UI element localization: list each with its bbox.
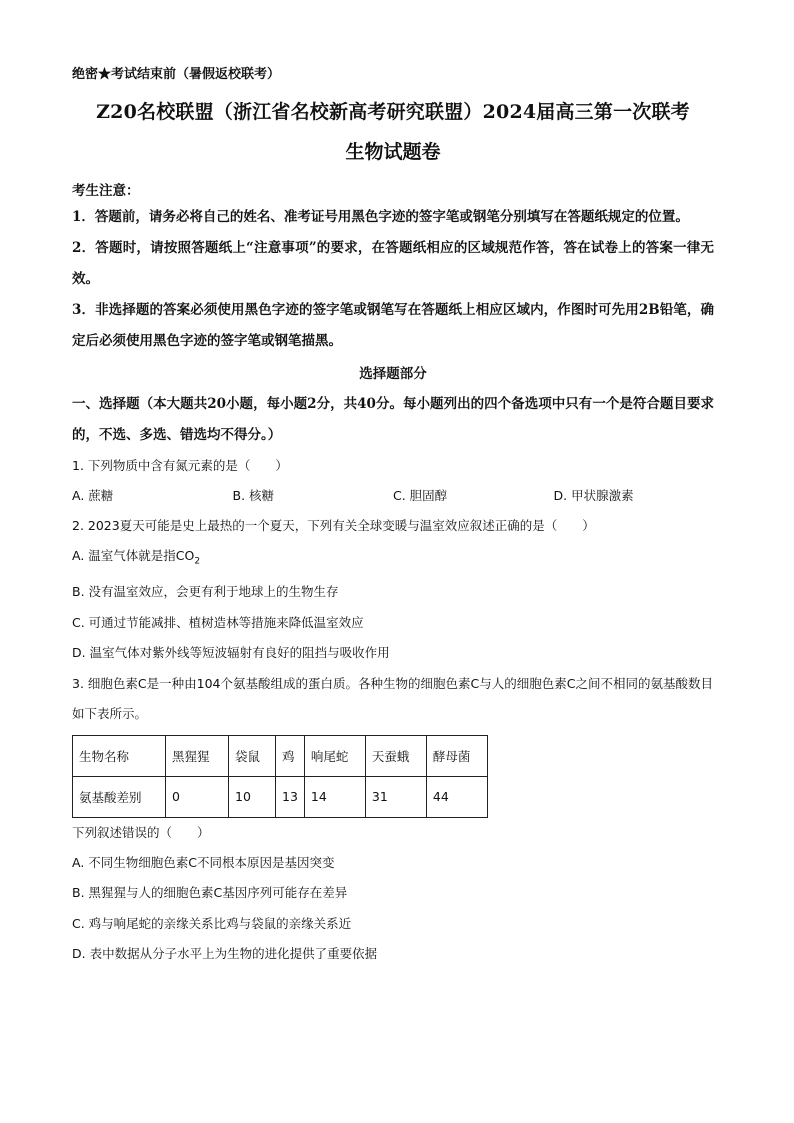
table-header-row — [73, 735, 488, 776]
question-2-option-b: B. 没有温室效应，会更有利于地球上的生物生存 — [72, 584, 339, 599]
exam-title: Z20名校联盟（浙江省名校新高考研究联盟）2024届高三第一次联考 — [96, 101, 690, 123]
table-cell: 氨基酸差别 — [73, 776, 166, 817]
section-title: 选择题部分 — [359, 366, 427, 382]
confidential-label: 绝密★考试结束前（暑假返校联考） — [72, 67, 281, 82]
table-cell: 14 — [304, 776, 365, 817]
question-2-option-c: C. 可通过节能减排、植树造林等措施来降低温室效应 — [72, 614, 364, 630]
table-cell: 44 — [426, 776, 487, 817]
table-row — [73, 776, 488, 817]
question-1-option-c: C. 胆固醇 — [393, 488, 448, 503]
table-cell: 鸡 — [276, 735, 305, 776]
notice-item-2: 2．答题时，请按照答题纸上“注意事项”的要求，在答题纸相应的区域规范作答，答在试卷上的答案一律无效。 — [72, 240, 714, 287]
table-cell: 黑猩猩 — [166, 735, 229, 776]
question-1-option-b: B. 核糖 — [232, 488, 275, 503]
table-cell: 0 — [166, 776, 229, 817]
question-2-stem: 2. 2023夏天可能是史上最热的一个夏天，下列有关全球变暖与温室效应叙述正确的是（ ） — [72, 518, 595, 533]
question-1-option-d: D. 甲状腺激素 — [553, 488, 634, 503]
exam-subtitle: 生物试题卷 — [345, 141, 441, 163]
question-3-question: 下列叙述错误的（ ） — [72, 824, 210, 840]
table-cell: 酵母菌 — [426, 735, 487, 776]
question-1-stem: 1. 下列物质中含有氮元素的是（ ） — [72, 458, 288, 473]
question-3-option-a: A. 不同生物细胞色素C不同根本原因是基因突变 — [72, 854, 335, 870]
question-3-stem: 3. 细胞色素C是一种由104个氨基酸组成的蛋白质。各种生物的细胞色素C与人的细胞色素C之间不相同的氨基酸数目如下表所示。 — [72, 675, 713, 721]
table-cell: 袋鼠 — [229, 735, 276, 776]
question-2-option-a — [72, 541, 714, 577]
question-1-options — [72, 481, 714, 511]
table-cell: 响尾蛇 — [304, 735, 365, 776]
part-intro: 一、选择题（本大题共20小题，每小题2分，共40分。每小题列出的四个备选项中只有一个是符合题目要求的，不选、多选、错选均不得分。） — [72, 396, 714, 443]
question-2-option-a-subscript: 2 — [194, 556, 201, 567]
question-1-option-a: A. 蔗糖 — [72, 488, 114, 503]
table-cell: 10 — [229, 776, 276, 817]
question-3-option-d: D. 表中数据从分子水平上为生物的进化提供了重要依据 — [72, 946, 378, 961]
question-3-option-c: C. 鸡与响尾蛇的亲缘关系比鸡与袋鼠的亲缘关系近 — [72, 915, 352, 931]
question-3-option-b: B. 黑猩猩与人的细胞色素C基因序列可能存在差异 — [72, 885, 348, 900]
table-cell: 31 — [365, 776, 426, 817]
amino-acid-difference-table — [72, 735, 488, 818]
notice-item-1: 1．答题前，请务必将自己的姓名、准考证号用黑色字迹的签字笔或钢笔分别填写在答题纸规定的位置。 — [72, 209, 689, 225]
question-2-option-d: D. 温室气体对紫外线等短波辐射有良好的阻挡与吸收作用 — [72, 645, 390, 660]
table-cell: 13 — [276, 776, 305, 817]
question-2-option-a-text: A. 温室气体就是指CO — [72, 548, 195, 563]
table-cell: 生物名称 — [73, 735, 166, 776]
table-cell: 天蚕蛾 — [365, 735, 426, 776]
notice-heading: 考生注意： — [72, 183, 140, 199]
notice-item-3: 3．非选择题的答案必须使用黑色字迹的签字笔或钢笔写在答题纸上相应区域内，作图时可先用2B铅笔，确定后必须使用黑色字迹的签字笔或钢笔描黑。 — [72, 302, 714, 349]
